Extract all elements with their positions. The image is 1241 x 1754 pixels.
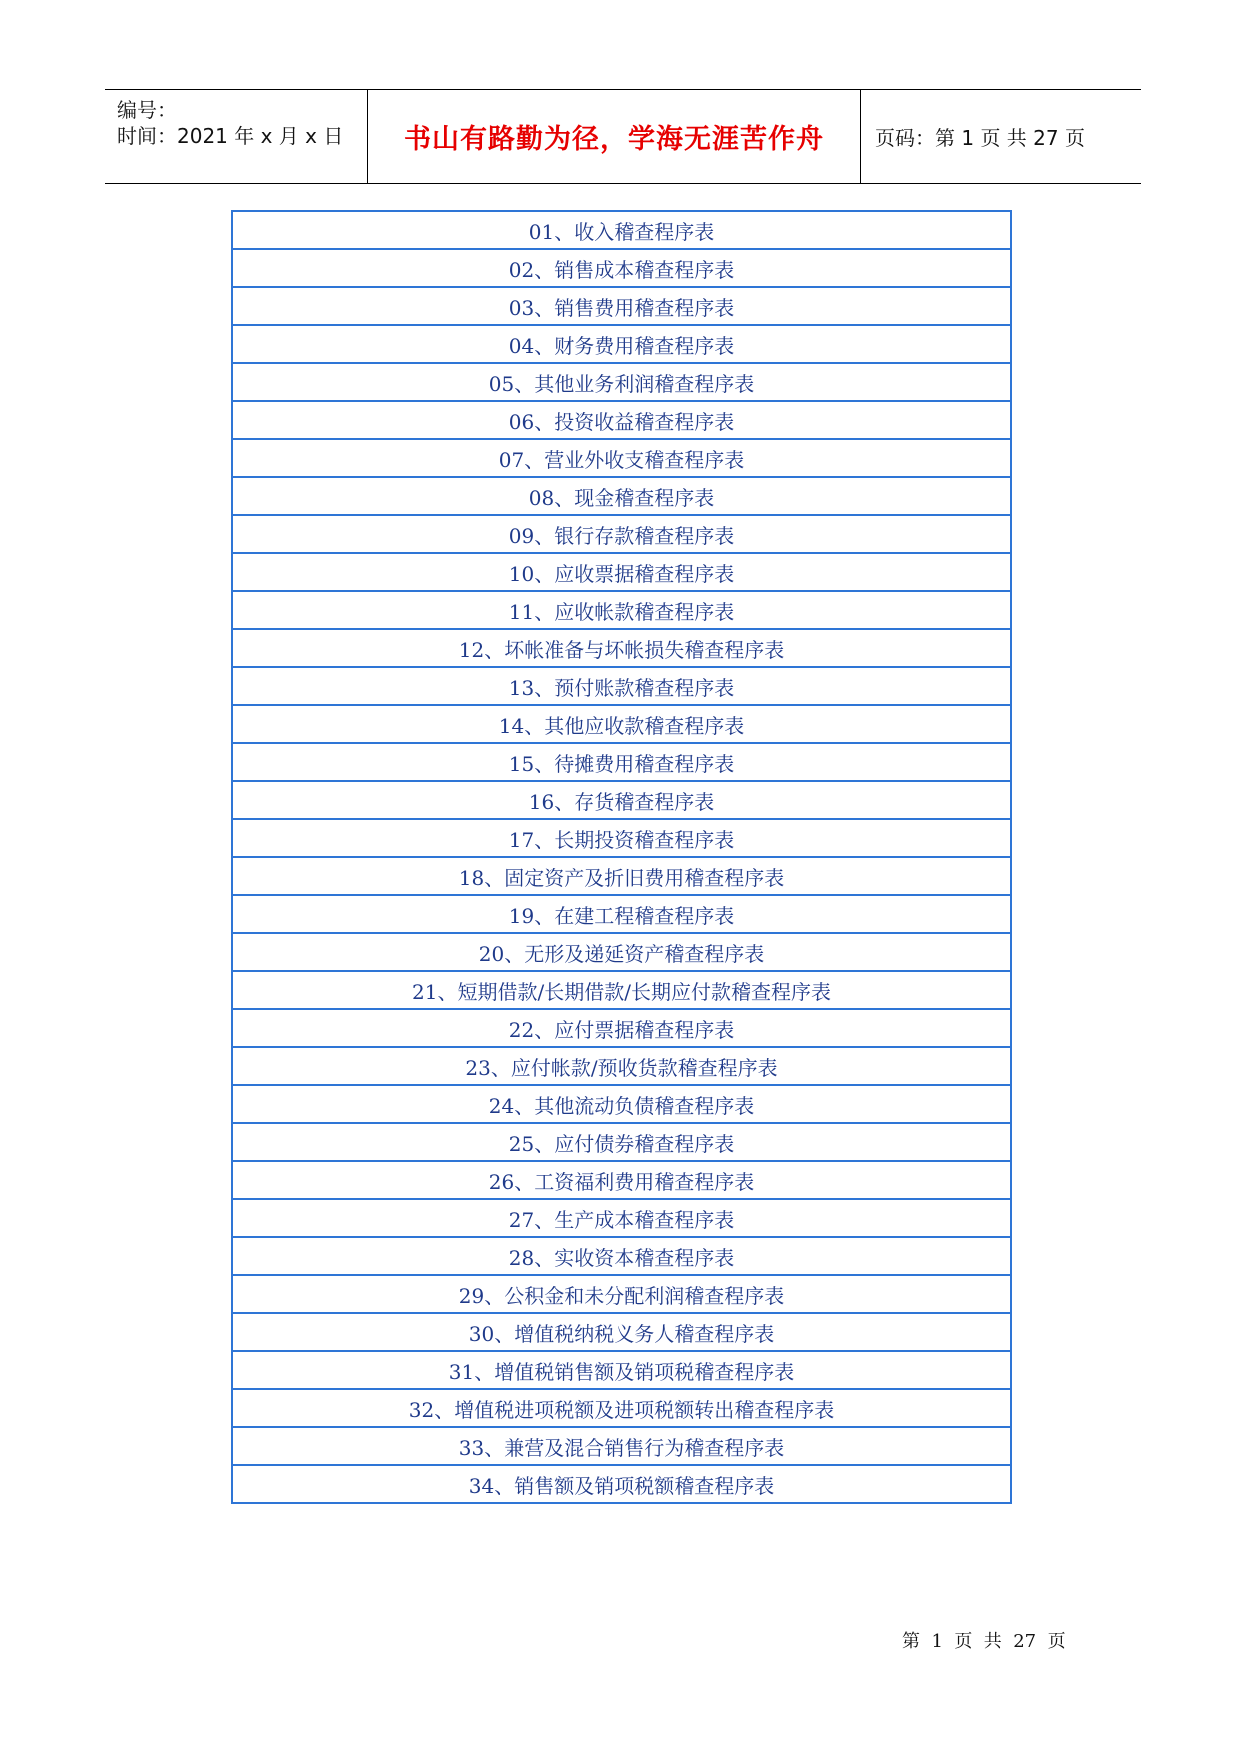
toc-body: [232, 211, 1011, 1503]
toc-item: 07、营业外收支稽查程序表: [232, 439, 1011, 477]
toc-row: [232, 325, 1011, 363]
toc-item: 23、应付帐款/预收货款稽查程序表: [232, 1047, 1011, 1085]
toc-row: [232, 933, 1011, 971]
toc-row: [232, 705, 1011, 743]
toc-item: 34、销售额及销项税额稽查程序表: [232, 1465, 1011, 1503]
toc-item: 19、在建工程稽查程序表: [232, 895, 1011, 933]
toc-row: [232, 1389, 1011, 1427]
toc-row: [232, 249, 1011, 287]
toc-row: [232, 515, 1011, 553]
toc-row: [232, 1237, 1011, 1275]
toc-row: [232, 591, 1011, 629]
toc-item: 06、投资收益稽查程序表: [232, 401, 1011, 439]
toc-item: 01、收入稽查程序表: [232, 211, 1011, 249]
toc-item: 32、增值税进项税额及进项税额转出稽查程序表: [232, 1389, 1011, 1427]
toc-row: [232, 211, 1011, 249]
toc-item: 09、银行存款稽查程序表: [232, 515, 1011, 553]
toc-row: [232, 1047, 1011, 1085]
toc-row: [232, 1085, 1011, 1123]
toc-row: [232, 1427, 1011, 1465]
toc-item: 29、公积金和未分配利润稽查程序表: [232, 1275, 1011, 1313]
page-number-cell: [861, 90, 1141, 183]
toc-row: [232, 1275, 1011, 1313]
toc-row: [232, 857, 1011, 895]
motto-cell: [368, 90, 861, 183]
toc-item: 18、固定资产及折旧费用稽查程序表: [232, 857, 1011, 895]
toc-row: [232, 629, 1011, 667]
toc-row: [232, 1465, 1011, 1503]
toc-item: 08、现金稽查程序表: [232, 477, 1011, 515]
toc-item: 02、销售成本稽查程序表: [232, 249, 1011, 287]
toc-row: [232, 781, 1011, 819]
toc-row: [232, 363, 1011, 401]
page-number-label: 页码：第 1 页 共 27 页: [875, 126, 1085, 150]
toc-item: 10、应收票据稽查程序表: [232, 553, 1011, 591]
header-info-cell: [105, 90, 368, 183]
serial-label: 编号：: [117, 98, 177, 122]
toc-item: 11、应收帐款稽查程序表: [232, 591, 1011, 629]
toc-item: 27、生产成本稽查程序表: [232, 1199, 1011, 1237]
toc-row: [232, 287, 1011, 325]
toc-row: [232, 439, 1011, 477]
toc-row: [232, 1123, 1011, 1161]
toc-item: 28、实收资本稽查程序表: [232, 1237, 1011, 1275]
toc-item: 12、坏帐准备与坏帐损失稽查程序表: [232, 629, 1011, 667]
toc-row: [232, 667, 1011, 705]
toc-item: 33、兼营及混合销售行为稽查程序表: [232, 1427, 1011, 1465]
toc-item: 22、应付票据稽查程序表: [232, 1009, 1011, 1047]
toc-item: 13、预付账款稽查程序表: [232, 667, 1011, 705]
toc-row: [232, 1009, 1011, 1047]
toc-item: 24、其他流动负债稽查程序表: [232, 1085, 1011, 1123]
toc-row: [232, 1199, 1011, 1237]
toc-item: 16、存货稽查程序表: [232, 781, 1011, 819]
toc-row: [232, 1351, 1011, 1389]
toc-row: [232, 477, 1011, 515]
motto-text: 书山有路勤为径，学海无涯苦作舟: [404, 124, 824, 155]
toc-row: [232, 895, 1011, 933]
toc-item: 20、无形及递延资产稽查程序表: [232, 933, 1011, 971]
toc-item: 30、增值税纳税义务人稽查程序表: [232, 1313, 1011, 1351]
toc-item: 25、应付债券稽查程序表: [232, 1123, 1011, 1161]
toc-row: [232, 553, 1011, 591]
toc-item: 05、其他业务利润稽查程序表: [232, 363, 1011, 401]
toc-row: [232, 1313, 1011, 1351]
toc-item: 21、短期借款/长期借款/长期应付款稽查程序表: [232, 971, 1011, 1009]
toc-item: 31、增值税销售额及销项税稽查程序表: [232, 1351, 1011, 1389]
page-header: [105, 89, 1141, 184]
time-label: 时间：2021 年 x 月 x 日: [117, 124, 344, 148]
toc-row: [232, 971, 1011, 1009]
toc-row: [232, 401, 1011, 439]
toc-item: 15、待摊费用稽查程序表: [232, 743, 1011, 781]
toc-item: 17、长期投资稽查程序表: [232, 819, 1011, 857]
toc-item: 04、财务费用稽查程序表: [232, 325, 1011, 363]
toc-item: 26、工资福利费用稽查程序表: [232, 1161, 1011, 1199]
toc-table: [231, 210, 1012, 1504]
toc-item: 14、其他应收款稽查程序表: [232, 705, 1011, 743]
toc-row: [232, 819, 1011, 857]
toc-row: [232, 1161, 1011, 1199]
toc-row: [232, 743, 1011, 781]
footer-page-number: 第 1 页 共 27 页: [902, 1631, 1066, 1652]
toc-item: 03、销售费用稽查程序表: [232, 287, 1011, 325]
